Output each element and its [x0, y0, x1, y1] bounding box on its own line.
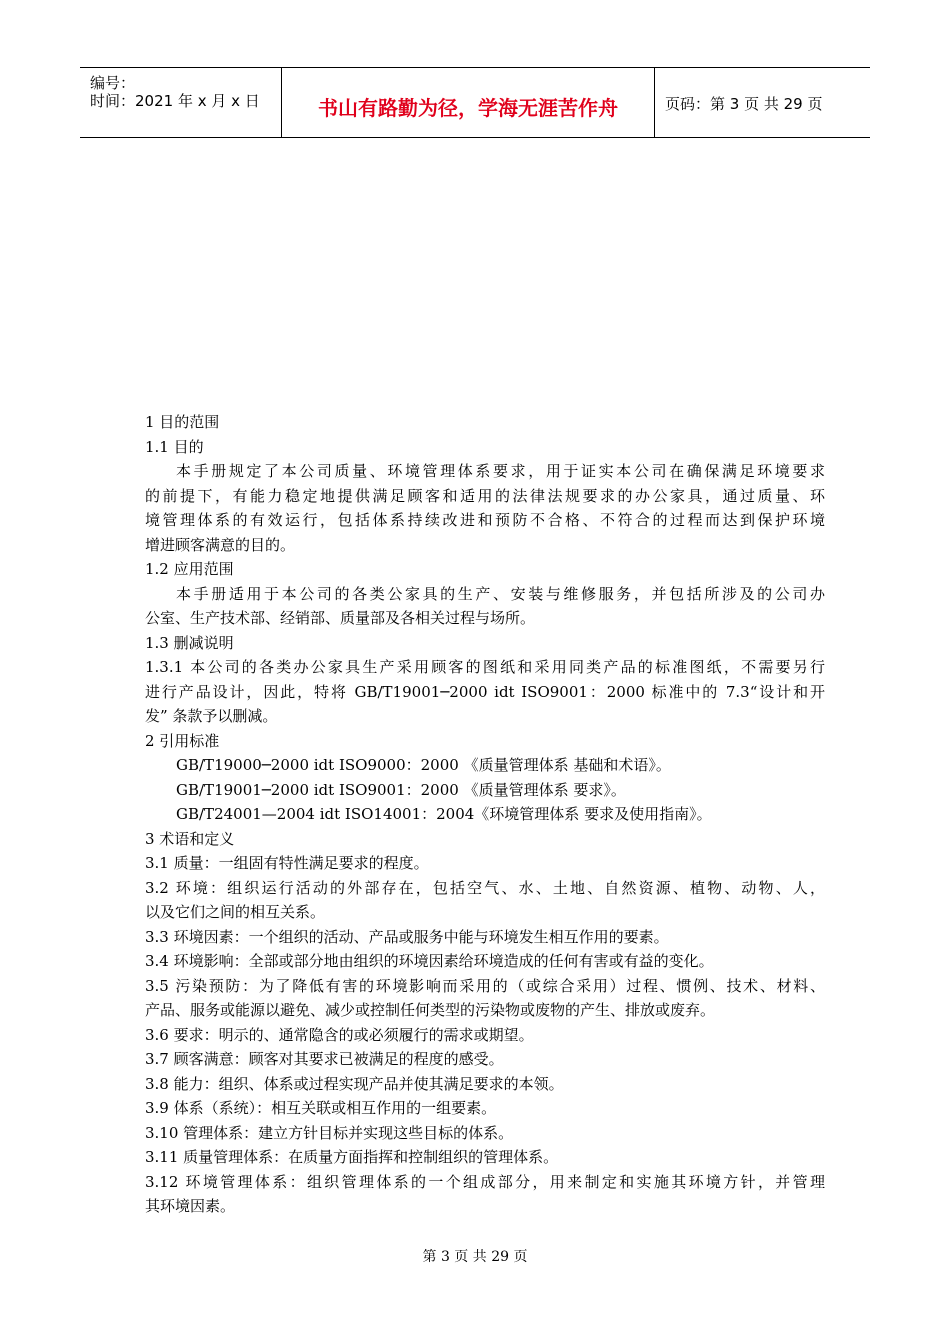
- definition-line: 3.12 环境管理体系：组织管理体系的一个组成部分，用来制定和实施其环境方针，并管理: [145, 1172, 825, 1191]
- header-page-info: 页码：第 3 页 共 29 页: [665, 95, 823, 113]
- definition-line: 产品、服务或能源以避免、减少或控制任何类型的污染物或废物的产生、排放或废弃。: [145, 1001, 716, 1019]
- header-motto: 书山有路勤为径，学海无涯苦作舟: [318, 96, 618, 120]
- header-right-cell: [655, 68, 870, 137]
- standard-reference: GB/T19001─2000 idt ISO9001：2000 《质量管理体系 要求》。: [176, 780, 626, 799]
- definition-line: 3.1 质量：一组固有特性满足要求的程度。: [145, 854, 429, 872]
- subsection-heading: 1.3 删减说明: [145, 633, 234, 652]
- document-body: [145, 410, 825, 1219]
- header-left-cell: [80, 68, 282, 137]
- paragraph-line: 增进顾客满意的目的。: [145, 535, 296, 554]
- subsection-heading: 1.1 目的: [145, 437, 204, 456]
- standard-reference: GB/T19000─2000 idt ISO9000：2000 《质量管理体系 基础和术语》。: [176, 756, 671, 774]
- definition-line: 3.3 环境因素：一个组织的活动、产品或服务中能与环境发生相互作用的要素。: [145, 927, 669, 946]
- document-number-label: 编号：: [90, 74, 136, 92]
- header-table: [80, 67, 870, 138]
- definition-line: 以及它们之间的相互关系。: [145, 903, 326, 921]
- definition-line: 3.6 要求：明示的、通常隐含的或必须履行的需求或期望。: [145, 1025, 534, 1044]
- definition-line: 3.11 质量管理体系：在质量方面指挥和控制组织的管理体系。: [145, 1148, 559, 1166]
- paragraph-line: 的前提下，有能力稳定地提供满足顾客和适用的法律法规要求的办公家具，通过质量、环: [145, 486, 825, 505]
- section-heading: 2 引用标准: [145, 731, 220, 750]
- definition-line: 其环境因素。: [145, 1197, 236, 1215]
- definition-line: 3.8 能力：组织、体系或过程实现产品并使其满足要求的本领。: [145, 1074, 564, 1093]
- header-middle-cell: [282, 68, 655, 137]
- definition-line: 3.7 顾客满意：顾客对其要求已被满足的程度的感受。: [145, 1050, 504, 1068]
- definition-line: 3.2 环境：组织运行活动的外部存在，包括空气、水、土地、自然资源、植物、动物、人，: [145, 878, 825, 897]
- document-time-label: 时间：2021 年 x 月 x 日: [90, 92, 260, 110]
- definition-line: 3.5 污染预防：为了降低有害的环境影响而采用的（或综合采用）过程、惯例、技术、材料、: [145, 976, 825, 995]
- definition-line: 3.10 管理体系：建立方针目标并实现这些目标的体系。: [145, 1123, 514, 1142]
- paragraph-line: 发” 条款予以删减。: [145, 707, 278, 725]
- standard-reference: GB/T24001—2004 idt ISO14001：2004《环境管理体系 要求及使用指南》。: [176, 805, 712, 823]
- paragraph-line: 本手册规定了本公司质量、环境管理体系要求，用于证实本公司在确保满足环境要求: [176, 462, 825, 480]
- subsection-heading: 1.2 应用范围: [145, 560, 234, 578]
- paragraph-line: 境管理体系的有效运行，包括体系持续改进和预防不合格、不符合的过程而达到保护环境: [145, 511, 825, 529]
- paragraph-line: 1.3.1 本公司的各类办公家具生产采用顾客的图纸和采用同类产品的标准图纸，不需要另行: [145, 658, 825, 676]
- definition-line: 3.4 环境影响：全部或部分地由组织的环境因素给环境造成的任何有害或有益的变化。: [145, 952, 714, 970]
- paragraph-line: 本手册适用于本公司的各类公家具的生产、安装与维修服务，并包括所涉及的公司办: [176, 584, 825, 603]
- page-footer: 第 3 页 共 29 页: [422, 1249, 528, 1265]
- definition-line: 3.9 体系（系统）：相互关联或相互作用的一组要素。: [145, 1099, 497, 1117]
- section-heading: 1 目的范围: [145, 413, 220, 431]
- paragraph-line: 公室、生产技术部、经销部、质量部及各相关过程与场所。: [145, 609, 536, 627]
- paragraph-line: 进行产品设计，因此，特将 GB/T19001─2000 idt ISO9001：2000 标准中的 7.3“设计和开: [145, 682, 825, 701]
- section-heading: 3 术语和定义: [145, 829, 235, 848]
